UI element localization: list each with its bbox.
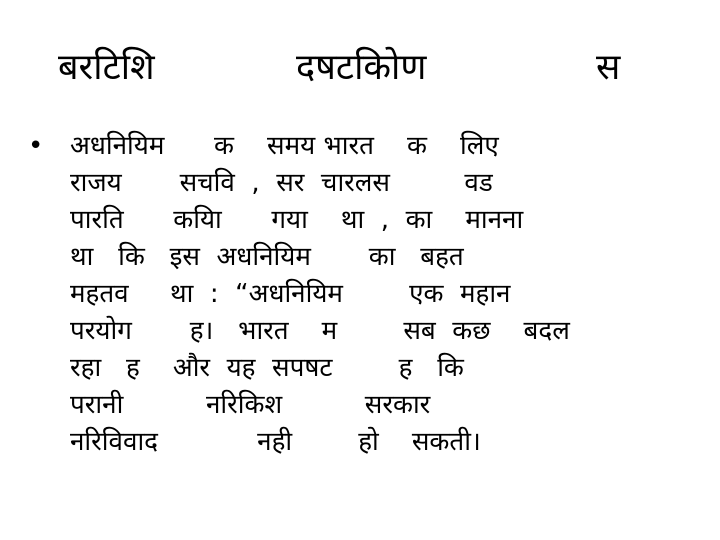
text-line: पारति कयिा गया था , का मानना: [70, 205, 524, 235]
text-line: परानी नरिकिश सरकार: [70, 390, 431, 420]
text-line: था कि इस अधनियिम का बहत: [70, 242, 464, 272]
text-line: अधनियिम क समय भारत क लिए: [70, 131, 499, 161]
text-line: राजय सचवि , सर चारलस वड: [70, 168, 493, 198]
text-line: महतव था : “अधनियिम एक महान: [70, 279, 511, 309]
title-word-1: बरटिशि: [58, 47, 155, 88]
bullet-text: [70, 128, 710, 461]
slide-title: [0, 38, 720, 98]
title-word-3: स: [596, 47, 621, 88]
text-line: रहा ह और यह सपषट ह कि: [70, 353, 464, 383]
bullet-marker: •: [28, 131, 44, 161]
text-line: परयोग ह। भारत म सब कछ बदल: [70, 316, 570, 346]
title-word-2: दषटकिोण: [296, 47, 427, 88]
text-line: नरिविवाद नही हो सकती।: [70, 427, 481, 457]
